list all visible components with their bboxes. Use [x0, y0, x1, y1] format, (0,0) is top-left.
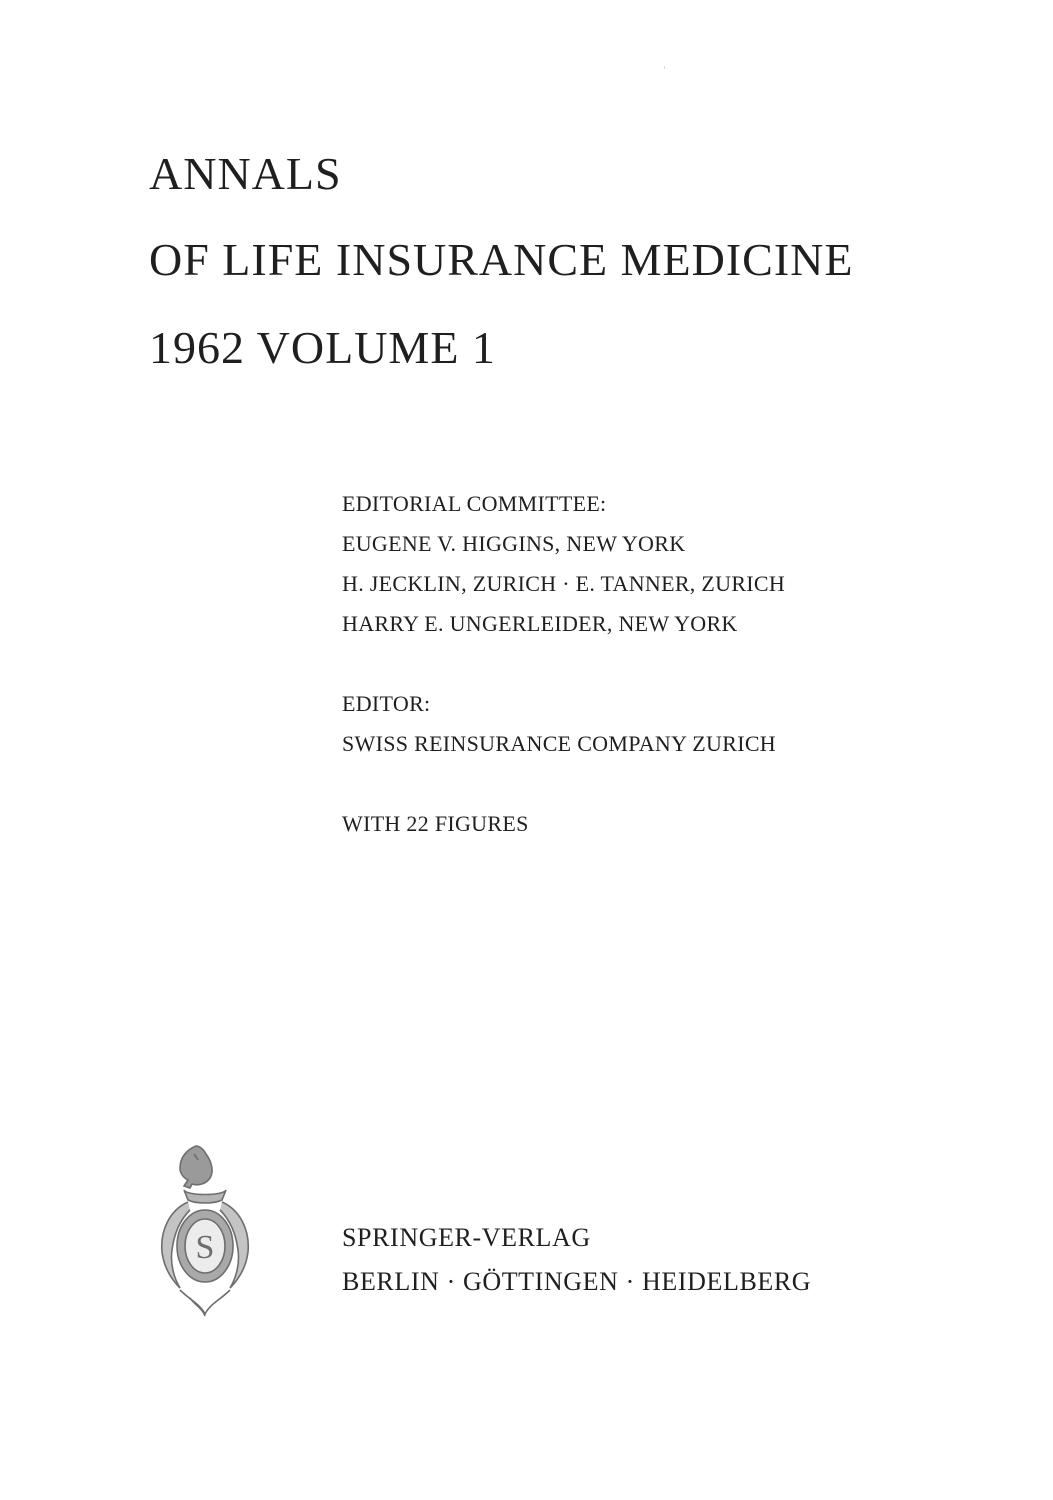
editorial-committee — [342, 484, 785, 644]
figures-note — [342, 804, 529, 844]
editorial-committee-heading: EDITORIAL COMMITTEE: — [342, 491, 607, 516]
publisher-cities: BERLIN · GÖTTINGEN · HEIDELBERG — [342, 1267, 812, 1296]
editor-section — [342, 684, 776, 764]
springer-knight-emblem-icon — [150, 1140, 260, 1320]
title-line-annals: ANNALS — [149, 148, 342, 199]
committee-member: EUGENE V. HIGGINS, NEW YORK — [342, 531, 686, 556]
committee-member: H. JECKLIN, ZURICH · E. TANNER, ZURICH — [342, 571, 786, 596]
editor-name: SWISS REINSURANCE COMPANY ZURICH — [342, 731, 776, 756]
committee-member: HARRY E. UNGERLEIDER, NEW YORK — [342, 611, 738, 636]
margin-speck — [664, 66, 665, 69]
emblem-monogram: S — [195, 1229, 215, 1266]
editor-heading: EDITOR: — [342, 691, 431, 716]
publisher — [342, 1216, 811, 1304]
publisher-name: SPRINGER-VERLAG — [342, 1223, 591, 1252]
figures-note-text: WITH 22 FIGURES — [342, 811, 529, 836]
title-line-volume: 1962 VOLUME 1 — [149, 322, 496, 373]
title-line-subject: OF LIFE INSURANCE MEDICINE — [149, 234, 854, 285]
